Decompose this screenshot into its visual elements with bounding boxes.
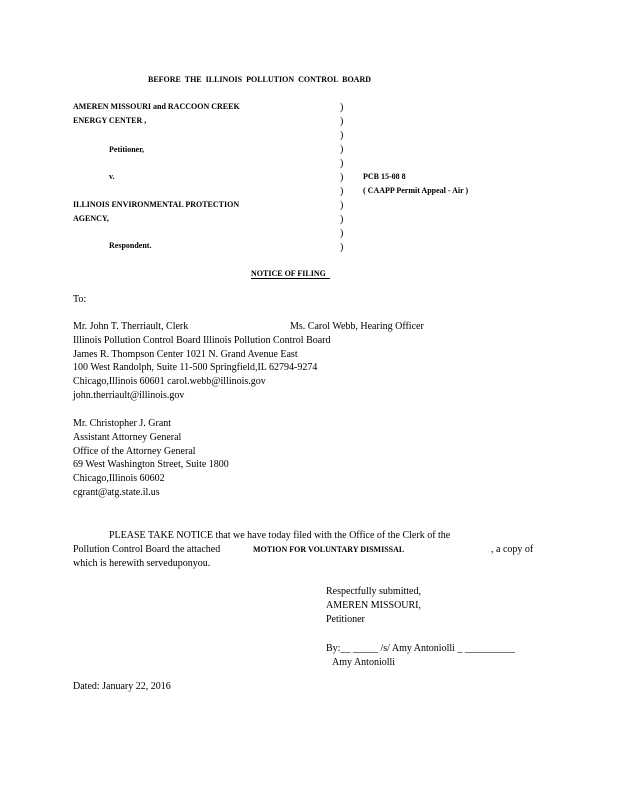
service-board-line: Illinois Pollution Control Board Illinois Pollution Control Board	[73, 334, 331, 346]
to-label: To:	[73, 294, 87, 305]
service-address-line: 100 West Randolph, Suite 11-500 Springfield,IL 62794-9274	[73, 362, 318, 374]
paragraph-line2-start: Pollution Control Board the attached	[73, 543, 221, 555]
petitioner-name-line1: AMEREN MISSOURI and RACCOON CREEK	[73, 102, 240, 111]
signature-block	[326, 585, 421, 626]
attorney-block	[73, 417, 229, 500]
attorney-address: 69 West Washington Street, Suite 1800	[73, 459, 229, 471]
paragraph-line3: which is herewith serveduponyou.	[73, 557, 211, 569]
petitioner-role: Petitioner,	[109, 145, 145, 154]
attorney-city: Chicago,Illinois 60602	[73, 473, 165, 485]
versus-label: v.	[109, 172, 115, 181]
signature-closing: Respectfully submitted,	[326, 586, 421, 597]
paragraph-line1: PLEASE TAKE NOTICE that we have today filed with the Office of the Clerk of the	[109, 530, 451, 541]
dated-line: Dated: January 22, 2016	[73, 681, 171, 692]
attorney-name: Mr. Christopher J. Grant	[73, 418, 172, 429]
notice-paragraph	[73, 529, 543, 570]
signer-name: Amy Antoniolli	[332, 656, 396, 668]
case-number: PCB 15-08 8	[363, 172, 406, 181]
clerk-name: Mr. John T. Therriault, Clerk	[73, 321, 189, 332]
notice-title: NOTICE OF FILING	[251, 270, 330, 279]
caption-parentheses: ) ) ) ) ) ) ) ) ) ) )	[340, 102, 344, 253]
respondent-role: Respondent.	[109, 241, 152, 250]
attorney-email: cgrant@atg.state.il.us	[73, 486, 160, 498]
respondent-name-line1: ILLINOIS ENVIRONMENTAL PROTECTION	[73, 200, 240, 209]
attorney-office: Office of the Attorney General	[73, 445, 196, 457]
service-list	[73, 320, 424, 403]
petitioner-name-line2: ENERGY CENTER ,	[73, 116, 147, 125]
signature-party: AMEREN MISSOURI,	[326, 599, 422, 611]
signature-role: Petitioner	[326, 613, 365, 625]
respondent-name-line2: AGENCY,	[73, 214, 109, 223]
signature-line: By:__ _____ /s/ Amy Antoniolli _ __________	[326, 643, 515, 654]
attorney-title: Assistant Attorney General	[73, 431, 182, 443]
service-city-line: Chicago,Illinois 60601 carol.webb@illinois.gov	[73, 376, 266, 388]
motion-title: MOTION FOR VOLUNTARY DISMISSAL	[253, 544, 405, 554]
service-email-line: john.therriault@illinois.gov	[73, 389, 185, 401]
signature-by-block	[326, 642, 515, 670]
case-type: ( CAAPP Permit Appeal - Air )	[363, 186, 469, 195]
paragraph-line2-end: , a copy of	[491, 543, 534, 555]
board-heading: BEFORE THE ILLINOIS POLLUTION CONTROL BOARD	[148, 75, 372, 84]
hearing-officer-name: Ms. Carol Webb, Hearing Officer	[290, 321, 424, 332]
service-center-line: James R. Thompson Center 1021 N. Grand Avenue East	[73, 348, 298, 360]
